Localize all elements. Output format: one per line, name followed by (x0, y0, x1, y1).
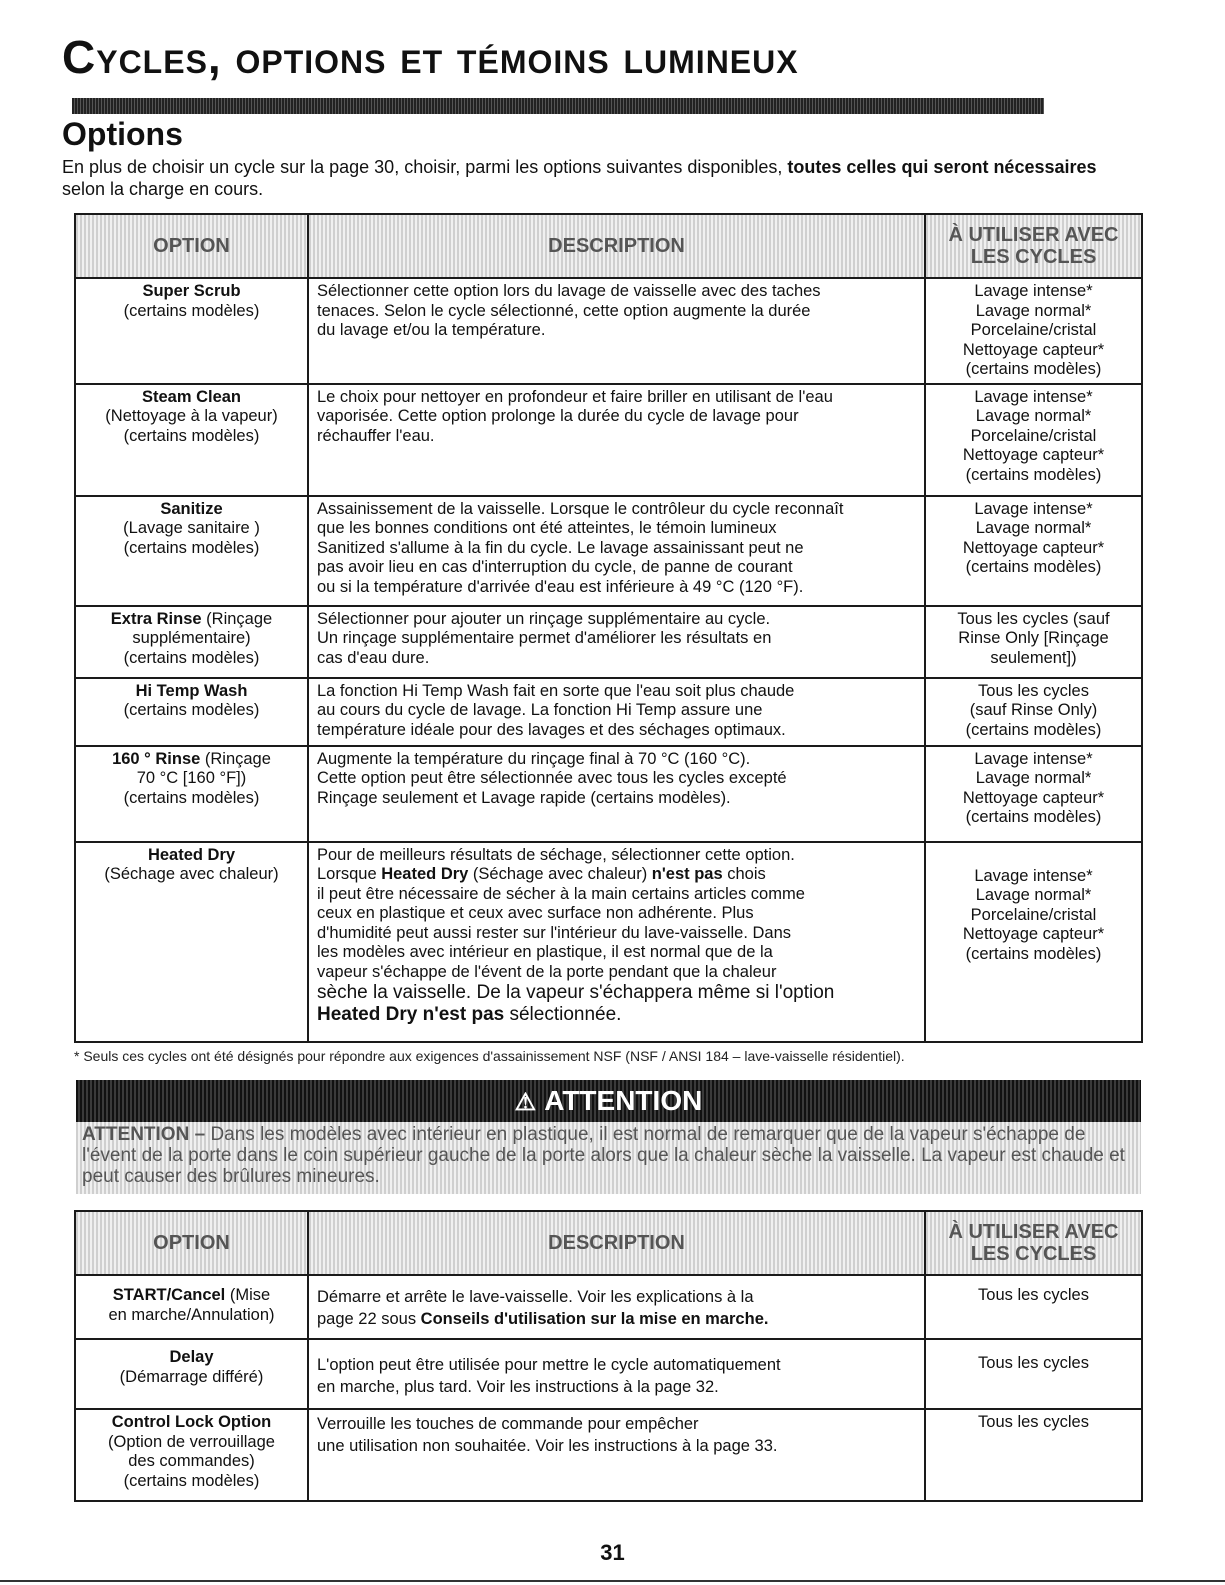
header-cycles: À UTILISER AVEC LES CYCLES (925, 1211, 1142, 1275)
header-option: OPTION (75, 214, 308, 278)
option-cell: 160 ° Rinse (Rinçage 70 °C [160 °F]) (certains modèles) (75, 746, 308, 842)
cycles-cell: Tous les cycles (sauf Rinse Only [Rinçage seulement]) (925, 606, 1142, 678)
page-number: 31 (600, 1540, 625, 1565)
table-header-row (75, 1211, 1142, 1275)
cycles-cell: Lavage intense* Lavage normal* Nettoyage capteur* (certains modèles) (925, 746, 1142, 842)
cycles-cell: Lavage intense* Lavage normal* Nettoyage capteur* (certains modèles) (925, 496, 1142, 606)
table-row (75, 678, 1142, 746)
option-name: Hi Temp Wash (135, 681, 248, 700)
description-cell: Augmente la température du rinçage final à 70 °C (160 °C). Cette option peut être sélectionnée avec tous les cycles excepté Rinçage seulement et Lavage rapide (certains modèles). (308, 746, 925, 842)
header-option: OPTION (75, 1211, 308, 1275)
cycles-cell: Lavage intense* Lavage normal* Porcelaine/cristal Nettoyage capteur* (certains modèles) (925, 842, 1142, 1042)
option-cell: START/Cancel (Mise en marche/Annulation) (75, 1275, 308, 1339)
footnote: * Seuls ces cycles ont été désignés pour répondre aux exigences d'assainissement NSF (NSF / ANSI 184 – lave-vaisselle résidentiel). (74, 1048, 905, 1064)
table-header-row (75, 214, 1142, 278)
option-cell: Heated Dry (Séchage avec chaleur) (75, 842, 308, 1042)
option-name: 160 ° Rinse (112, 749, 201, 768)
intro-end-text: selon la charge en cours. (62, 179, 264, 199)
description-cell: L'option peut être utilisée pour mettre le cycle automatiquement en marche, plus tard. Voir les instructions à la page 32. (308, 1339, 925, 1409)
title-rule (72, 98, 1044, 114)
option-name: Steam Clean (141, 387, 242, 406)
option-name: Heated Dry (147, 845, 236, 864)
option-cell: Hi Temp Wash (certains modèles) (75, 678, 308, 746)
table-row (75, 1339, 1142, 1409)
cycles-cell: Lavage intense* Lavage normal* Porcelaine/cristal Nettoyage capteur* (certains modèles) (925, 278, 1142, 384)
table-row (75, 1275, 1142, 1339)
intro-bold-text: toutes celles qui seront nécessaires (787, 157, 1097, 177)
header-cycles: À UTILISER AVEC LES CYCLES (925, 214, 1142, 278)
option-cell: Steam Clean (Nettoyage à la vapeur) (certains modèles) (75, 384, 308, 496)
cycles-cell: Tous les cycles (925, 1275, 1142, 1339)
table-row (75, 496, 1142, 606)
option-cell: Control Lock Option (Option de verrouillage des commandes) (certains modèles) (75, 1409, 308, 1501)
option-cell: Extra Rinse (Rinçage supplémentaire) (certains modèles) (75, 606, 308, 678)
option-name: Super Scrub (142, 282, 241, 300)
page-title: Cycles, options et témoins lumineux (62, 31, 799, 83)
table-row (75, 606, 1142, 678)
cycles-cell: Lavage intense* Lavage normal* Porcelaine/cristal Nettoyage capteur* (certains modèles) (925, 384, 1142, 496)
description-cell: Pour de meilleurs résultats de séchage, sélectionner cette option. Lorsque Heated Dry (Séchage avec chaleur) n'est pas chois il peut être nécessaire de sécher à la main certains articles comme ceux en plastique et ceux avec surface non adhérente. Plus d'humidité peut aussi rester sur l'intérieur du lave-vaisselle. Dans les modèles avec intérieur en plastique, il est normal que de la vapeur s'échappe de l'évent de la porte pendant que la chaleur sèche la vaisselle. De la vapeur s'échappera même si l'option Heated Dry n'est pas sélectionnée. (308, 842, 925, 1042)
option-cell: Delay (Démarrage différé) (75, 1339, 308, 1409)
option-name: START/Cancel (112, 1286, 226, 1304)
cycles-cell: Tous les cycles (sauf Rinse Only) (certains modèles) (925, 678, 1142, 746)
option-name: Extra Rinse (110, 609, 202, 628)
description-cell: Sélectionner cette option lors du lavage de vaisselle avec des taches tenaces. Selon le cycle sélectionné, cette option augmente la durée du lavage et/ou la température. (308, 278, 925, 384)
options-table (74, 213, 1143, 1043)
option-name: Sanitize (160, 499, 223, 518)
description-cell: La fonction Hi Temp Wash fait en sorte que l'eau soit plus chaude au cours du cycle de lavage. La fonction Hi Temp assure une température idéale pour des lavages et des séchages optimaux. (308, 678, 925, 746)
option-cell: Super Scrub (certains modèles) (75, 278, 308, 384)
section-heading: Options (62, 116, 183, 152)
cycles-cell: Tous les cycles (925, 1409, 1142, 1501)
table-row (75, 384, 1142, 496)
warning-triangle-icon: ⚠ (514, 1089, 537, 1116)
option-name: Delay (169, 1348, 214, 1366)
description-cell: Le choix pour nettoyer en profondeur et faire briller en utilisant de l'eau vaporisée. Cette option prolonge la durée du cycle de lavage pour réchauffer l'eau. (308, 384, 925, 496)
controls-table (74, 1210, 1143, 1502)
description-cell: Démarre et arrête le lave-vaisselle. Voir les explications à la page 22 sous Conseils d'utilisation sur la mise en marche. (308, 1275, 925, 1339)
table-row (75, 746, 1142, 842)
option-cell: Sanitize (Lavage sanitaire ) (certains modèles) (75, 496, 308, 606)
option-name: Control Lock Option (111, 1413, 272, 1431)
header-description: DESCRIPTION (308, 1211, 925, 1275)
table-row (75, 278, 1142, 384)
attention-header: ⚠ ATTENTION (76, 1080, 1141, 1122)
description-cell: Sélectionner pour ajouter un rinçage supplémentaire au cycle. Un rinçage supplémentaire permet d'améliorer les résultats en cas d'eau dure. (308, 606, 925, 678)
cycles-cell: Tous les cycles (925, 1339, 1142, 1409)
table-row (75, 1409, 1142, 1501)
intro-paragraph (62, 156, 1142, 200)
table-row (75, 842, 1142, 1042)
bottom-rule (0, 1580, 1225, 1582)
description-cell: Assainissement de la vaisselle. Lorsque le contrôleur du cycle reconnaît que les bonnes conditions ont été atteintes, le témoin lumineux Sanitized s'allume à la fin du cycle. Le lavage assainissant peut ne pas avoir lieu en cas d'interruption du cycle, de panne de courant ou si la température d'arrivée d'eau est inférieure à 49 °C (120 °F). (308, 496, 925, 606)
description-cell: Verrouille les touches de commande pour empêcher une utilisation non souhaitée. Voir les instructions à la page 33. (308, 1409, 925, 1501)
attention-body: ATTENTION – Dans les modèles avec intérieur en plastique, il est normal de remarquer que de la vapeur s'échappe de l'évent de la porte dans le coin supérieur gauche de la porte alors que la chaleur sèche la vaisselle. La vapeur est chaude et peut causer des brûlures mineures. (76, 1122, 1141, 1194)
intro-text: En plus de choisir un cycle sur la page 30, choisir, parmi les options suivantes disponibles, (62, 157, 788, 177)
header-description: DESCRIPTION (308, 214, 925, 278)
